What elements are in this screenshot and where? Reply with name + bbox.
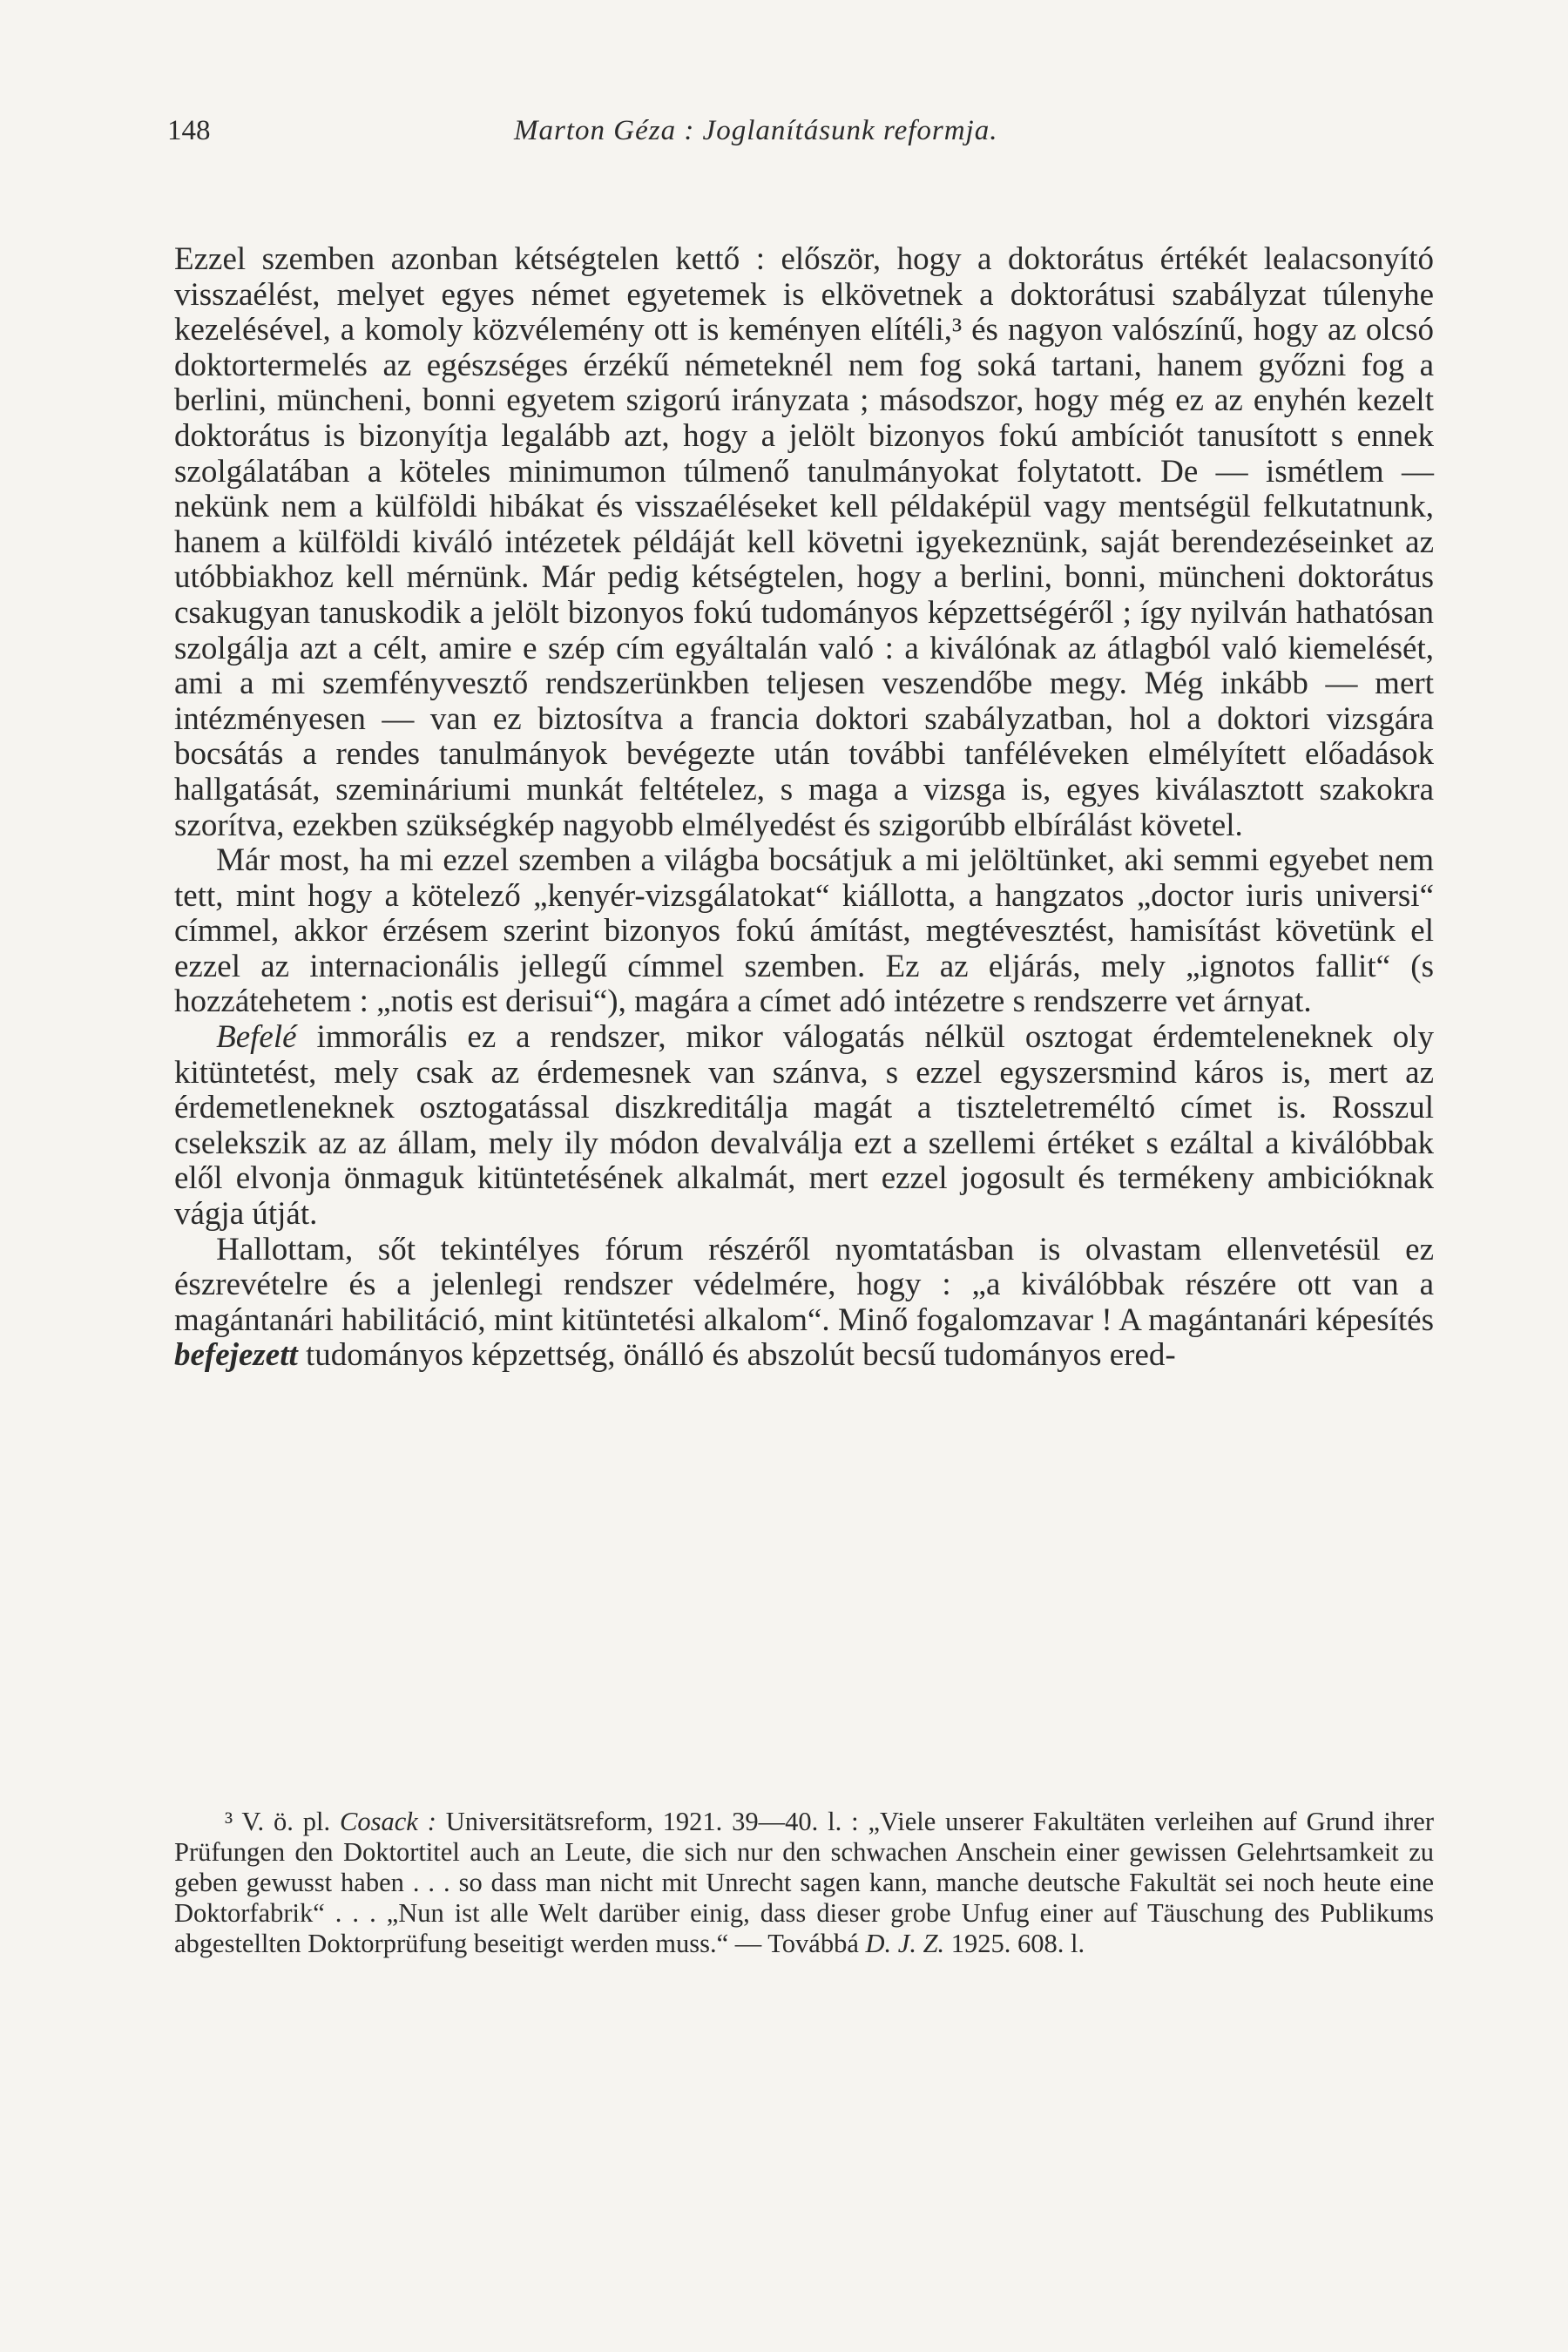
paragraph-1 — [174, 242, 1434, 843]
footnote-text-end: 1925. 608. l. — [944, 1929, 1085, 1958]
footnote-marker: ³ — [224, 1807, 233, 1836]
footnote-3 — [174, 1807, 1434, 1959]
footnote-journal: D. J. Z. — [865, 1929, 945, 1958]
page-header — [167, 115, 1439, 159]
body-text — [174, 242, 1434, 1374]
paragraph-4-text: Hallottam, sőt tekintélyes fórum részéről nyomtatásban is olvastam ellenvetésül ez észrevételre és a jelenlegi rendszer védelmére, hogy : „a kiválóbbak részére ott van a magántanári habilitáció, mint kitüntetési alkalom“. Minő fogalomzavar ! A magántanári képesítés — [174, 1231, 1434, 1338]
paragraph-2-text: Már most, ha mi ezzel szemben a világba bocsátjuk a mi jelöltünket, aki semmi egyebet nem tett, mint hogy a kötelező „kenyér-vizsgálatokat“ kiállotta, a hangzatos „doctor iuris universi“ címmel, akkor érzésem szerint bizonyos fokú ámítást, megtévesztést, hamisítást követünk el ezzel az internacionális jellegű címmel szemben. Ez az eljárás, mely „ignotos fallit“ (s hozzátehetem : „notis est derisui“), magára a címet adó intézetre s rendszerre vet árnyat. — [174, 842, 1434, 1020]
page-number: 148 — [167, 115, 211, 146]
running-head: Marton Géza : Joglanításunk reformja. — [514, 115, 998, 146]
footnotes — [174, 1807, 1434, 1959]
paragraph-2 — [174, 843, 1434, 1020]
paragraph-4-italic: befejezett — [174, 1337, 298, 1374]
paragraph-3-text: immorális ez a rendszer, mikor válogatás nélkül osztogat érdemteleneknek oly kitüntetést, mely csak az érdemesnek van szánva, s ezzel egyszersmind káros is, mert az érdemetleneknek osztogatással diszkreditálja magát a tiszteletreméltó címet is. Rosszul cselekszik az az állam, mely ily módon devalválja ezt a szellemi értéket s ezáltal a kiválóbbak elől elvonja önmaguk kitüntetésének alkalmát, mert ezzel jogosult és termékeny ambicióknak vágja útját. — [174, 1019, 1434, 1233]
paragraph-3-lead-italic: Befelé — [216, 1019, 297, 1056]
footnote-text: Universitätsreform, 1921. 39—40. l. : „Viele unserer Fakultäten verleihen auf Grund ihrer Prüfungen den Doktortitel auch an Leute, die sich nur den schwachen Anschein einer gewissen Gelehrtsamkeit zu geben gewusst haben . . . so dass man nicht mit Unrecht sagen kann, manche deutsche Fakultät sei noch heute eine Doktorfabrik“ . . . „Nun ist alle Welt darüber einig, dass dieser grobe Unfug einer auf Täuschung des Publikums abgestellten Doktorprüfung beseitigt werden muss.“ — Továbbá — [174, 1807, 1434, 1958]
paragraph-3 — [174, 1020, 1434, 1233]
footnote-author: Cosack : — [340, 1807, 436, 1836]
paragraph-4 — [174, 1233, 1434, 1374]
footnote-ref-lead: V. ö. pl. — [233, 1807, 341, 1836]
paragraph-4-text-after: tudományos képzettség, önálló és abszolút becsű tudományos ered- — [297, 1337, 1176, 1374]
paragraph-1-text: Ezzel szemben azonban kétségtelen kettő : először, hogy a doktorátus értékét lealacsonyító visszaélést, melyet egyes német egyetemek is elkövetnek a doktorátusi szabályzat túlenyhe kezelésével, a komoly közvélemény ott is keményen elítéli,³ és nagyon valószínű, hogy az olcsó doktortermelés az egészséges érzékű németeknél nem fog soká tartani, hanem győzni fog a berlini, müncheni, bonni egyetem szigorú irányzata ; másodszor, hogy még ez az enyhén kezelt doktorátus is bizonyítja legalább azt, hogy a jelölt bizonyos fokú ambíciót tanusított s ennek szolgálatában a köteles minimumon túlmenő tanulmányokat folytatott. De — ismétlem — nekünk nem a külföldi hibákat és visszaéléseket kell példaképül vagy mentségül felkutatnunk, hanem a külföldi kiváló intézetek példáját kell követni igyekeznünk, saját berendezéseinket az utóbbiakhoz kell mérnünk. Már pedig kétségtelen, hogy a berlini, bonni, müncheni doktorátus csakugyan tanuskodik a jelölt bizonyos fokú tudományos képzettségéről ; így nyilván hathatósan szolgálja azt a célt, amire e szép cím egyáltalán való : a kiválónak az átlagból való kiemelését, ami a mi szemfényvesztő rendszerünkben teljesen veszendőbe megy. Még inkább — mert intézményesen — van ez biztosítva a francia doktori szabályzatban, hol a doktori vizsgára bocsátás a rendes tanulmányok bevégezte után további tanféléveken elmélyített előadások hallgatását, szemináriumi munkát feltételez, s maga a vizsga is, egyes kiválasztott szakokra szorítva, ezekben szükségkép nagyobb elmélyedést és szigorúbb elbírálást követel. — [174, 241, 1434, 843]
